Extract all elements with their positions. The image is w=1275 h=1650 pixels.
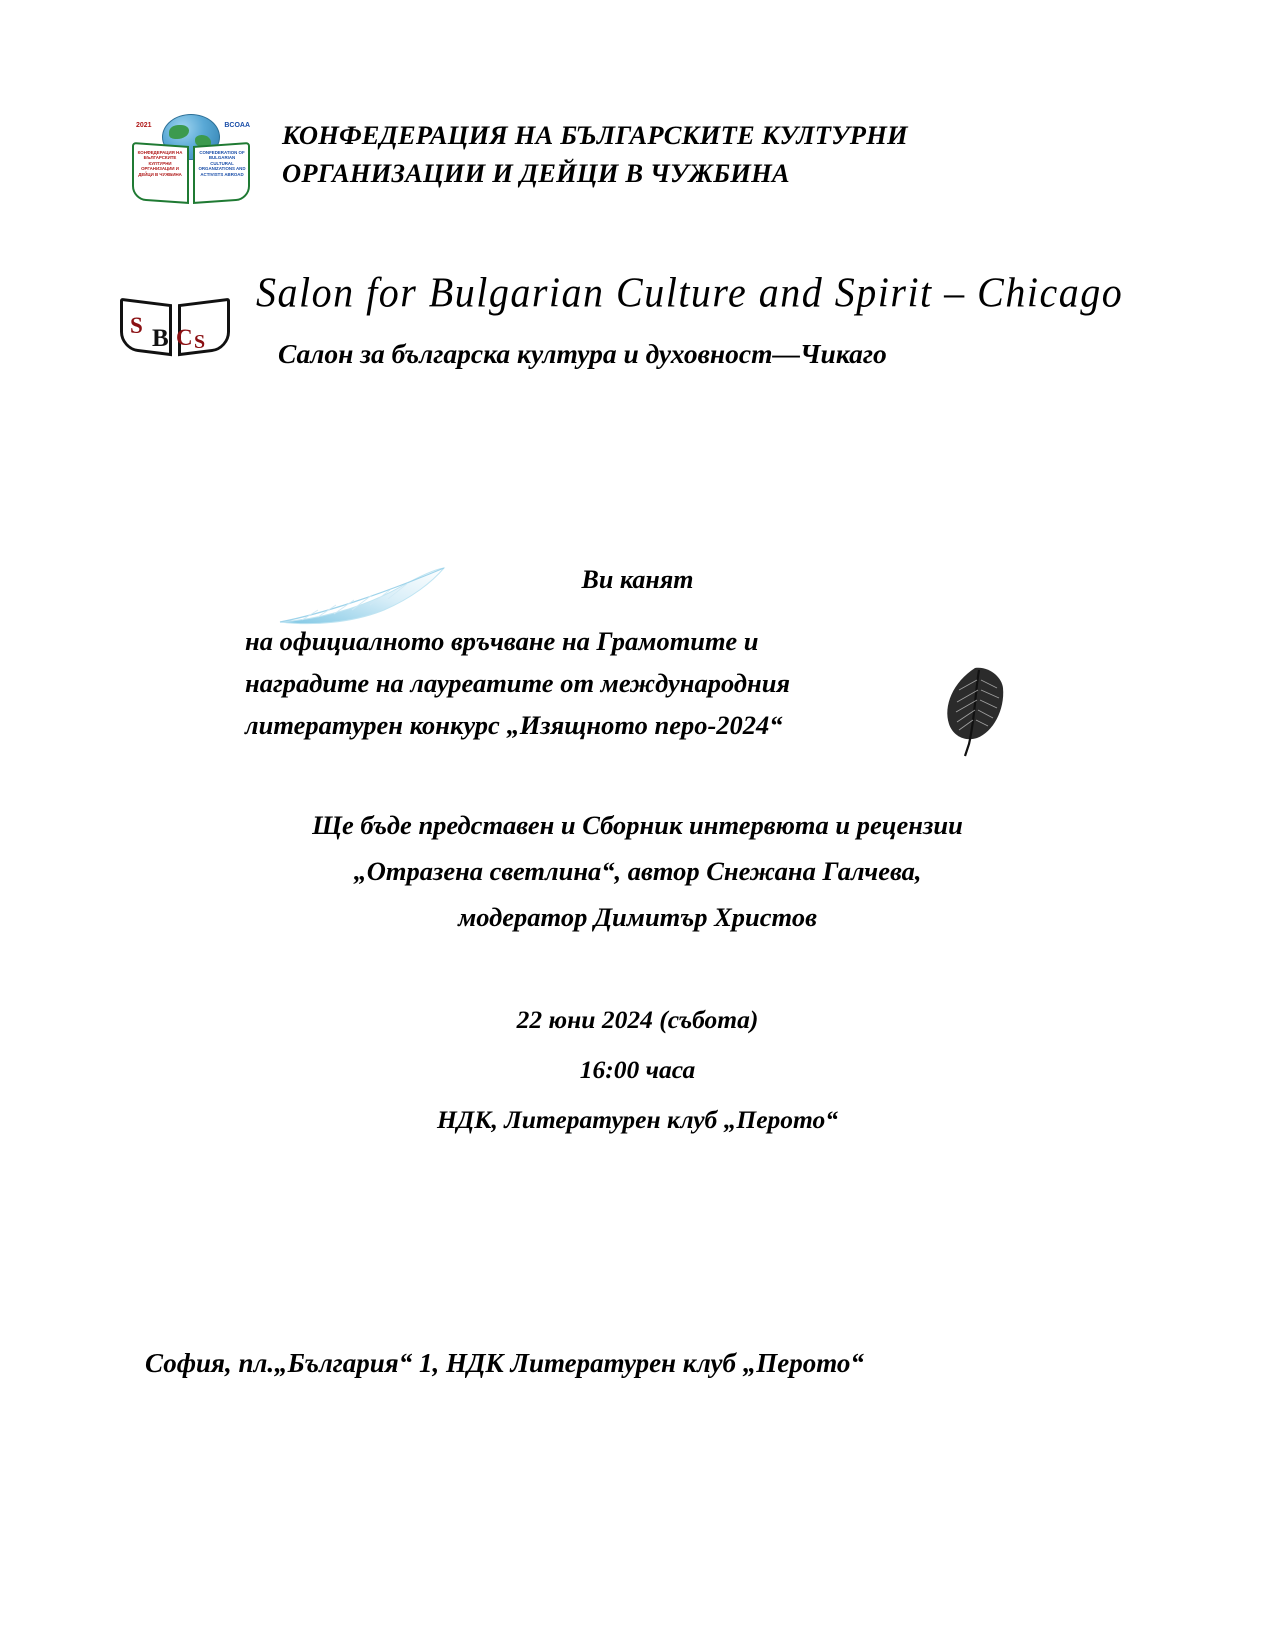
salon-header <box>120 265 1130 375</box>
salon-titles <box>256 265 1130 375</box>
logo-year: 2021 <box>136 122 152 129</box>
organization-title <box>282 112 908 192</box>
event-address: София, пл.„България“ 1, НДК Литературен клуб „Перото“ <box>145 1348 864 1378</box>
collection-line-3: модератор Димитър Христов <box>458 902 817 932</box>
purpose-line-1: на официалното връчване на Грамотите и <box>245 626 759 656</box>
salon-title-bulgarian: Салон за българска култура и духовност—Чикаго <box>278 338 887 369</box>
salon-logo-letter-c: C <box>176 325 193 350</box>
collection-line-1: Ще бъде представен и Сборник интервюта и рецензии <box>312 810 963 840</box>
logo-acronym: BCOAA <box>224 122 250 129</box>
event-time: 16:00 часа <box>579 1055 696 1084</box>
salon-logo-letter-s2: S <box>194 331 206 353</box>
book-presentation <box>0 802 1275 940</box>
invitation-purpose <box>245 620 925 746</box>
salon-logo <box>120 295 230 375</box>
logo-micro-text-en: CONFEDERATION OF BULGARIAN CULTURAL ORGANIZATIONS AND ACTIVISTS ABROAD <box>198 150 246 177</box>
event-date: 22 юни 2024 (събота) <box>516 1005 759 1034</box>
organization-title-line2: ОРГАНИЗАЦИИ И ДЕЙЦИ В ЧУЖБИНА <box>282 158 790 188</box>
confederation-logo <box>130 112 252 207</box>
feather-plume-icon <box>935 660 1025 760</box>
salon-logo-letter-s1: S <box>130 313 143 338</box>
event-details <box>0 995 1275 1145</box>
open-book-icon <box>130 144 252 206</box>
logo-micro-text-bg: КОНФЕДЕРАЦИЯ НА БЪЛГАРСКИТЕ КУЛТУРНИ ОРГАНИЗАЦИИ И ДЕЙЦИ В ЧУЖБИНА <box>137 150 183 177</box>
salon-title-english: Salon for Bulgarian Culture and Spirit – Chicago <box>256 268 1124 316</box>
event-venue: НДК, Литературен клуб „Перото“ <box>436 1105 839 1134</box>
salon-logo-letter-b: B <box>152 325 169 352</box>
purpose-line-3: литературен конкурс „Изящното перо-2024“ <box>245 710 783 740</box>
purpose-line-2: наградите на лауреатите от международния <box>245 668 791 698</box>
collection-line-2: „Отразена светлина“, автор Снежана Галчева, <box>353 856 922 886</box>
document-header <box>130 112 1130 207</box>
invitation-line: Ви канят <box>581 565 694 594</box>
organization-title-line1: КОНФЕДЕРАЦИЯ НА БЪЛГАРСКИТЕ КУЛТУРНИ <box>282 120 908 150</box>
